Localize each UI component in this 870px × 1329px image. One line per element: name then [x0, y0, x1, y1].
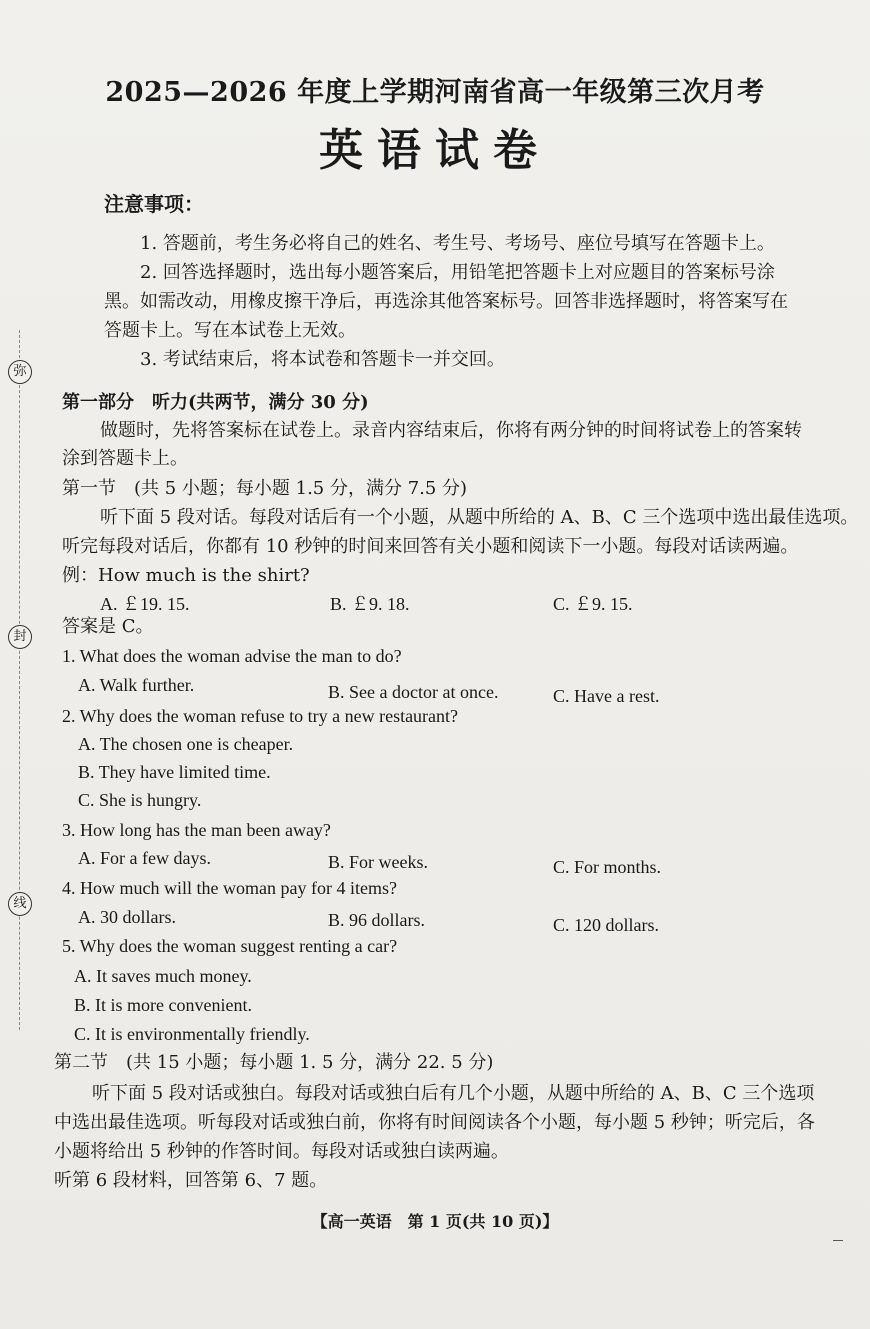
- q5-stem: 5. Why does the woman suggest renting a car?: [62, 936, 398, 956]
- q1-option-c: C. Have a rest.: [553, 686, 660, 706]
- q3-option-a: A. For a few days.: [78, 848, 211, 868]
- notice-heading: 注意事项：: [104, 192, 204, 216]
- example-question: 例：How much is the shirt?: [62, 565, 310, 586]
- example-option-c: C. ￡9. 15.: [553, 594, 633, 614]
- q3-option-c: C. For months.: [553, 857, 662, 877]
- part1-heading: 第一部分 听力(共两节，满分 30 分): [62, 392, 369, 413]
- section2-heading: 第二节 (共 15 小题；每小题 1. 5 分，满分 22. 5 分): [54, 1052, 494, 1073]
- q2-option-c: C. She is hungry.: [78, 790, 202, 810]
- section1-intro-cont: 听完每段对话后，你都有 10 秒钟的时间来回答有关小题和阅读下一小题。每段对话读两遍。: [62, 536, 799, 557]
- q4-option-c: C. 120 dollars.: [553, 915, 659, 935]
- notice-item-2-cont2: 答题卡上。写在本试卷上无效。: [104, 320, 356, 341]
- example-answer: 答案是 C。: [62, 616, 154, 637]
- q1-stem: 1. What does the woman advise the man to do?: [62, 646, 402, 666]
- section1-heading: 第一节 (共 5 小题；每小题 1.5 分，满分 7.5 分): [62, 478, 468, 499]
- notice-item-3: 3. 考试结束后，将本试卷和答题卡一并交回。: [140, 349, 505, 370]
- q4-option-a: A. 30 dollars.: [78, 907, 176, 927]
- listen-6-instruction: 听第 6 段材料，回答第 6、7 题。: [54, 1170, 328, 1191]
- q2-option-b: B. They have limited time.: [78, 762, 271, 782]
- q5-option-c: C. It is environmentally friendly.: [74, 1024, 310, 1044]
- section2-intro-cont2: 小题将给出 5 秒钟的作答时间。每段对话或独白读两遍。: [54, 1141, 509, 1162]
- q3-option-b: B. For weeks.: [328, 852, 428, 872]
- part1-intro: 做题时，先将答案标在试卷上。录音内容结束后，你将有两分钟的时间将试卷上的答案转: [100, 420, 802, 441]
- q4-stem: 4. How much will the woman pay for 4 items?: [62, 878, 397, 898]
- exam-subject-title: 英语试卷: [319, 125, 551, 176]
- corner-mark: [833, 1240, 843, 1241]
- section2-intro-cont: 中选出最佳选项。听每段对话或独白前，你将有时间阅读各个小题，每小题 5 秒钟；听完后，各: [54, 1112, 815, 1133]
- margin-mark-feng: 封: [8, 625, 32, 649]
- notice-item-2-cont: 黑。如需改动，用橡皮擦干净后，再选涂其他答案标号。回答非选择题时，将答案写在: [104, 291, 788, 312]
- exam-title: 2025—2026 年度上学期河南省高一年级第三次月考: [105, 77, 765, 108]
- section1-intro: 听下面 5 段对话。每段对话后有一个小题，从题中所给的 A、B、C 三个选项中选出最佳选项。: [100, 507, 859, 528]
- margin-mark-mi: 弥: [8, 360, 32, 384]
- page-footer: 【高一英语 第 1 页(共 10 页)】: [311, 1212, 559, 1231]
- example-option-a: A. ￡19. 15.: [100, 594, 190, 614]
- q2-option-a: A. The chosen one is cheaper.: [78, 734, 294, 754]
- notice-item-1: 1. 答题前，考生务必将自己的姓名、考生号、考场号、座位号填写在答题卡上。: [140, 233, 775, 254]
- q2-stem: 2. Why does the woman refuse to try a new restaurant?: [62, 706, 459, 726]
- notice-item-2: 2. 回答选择题时，选出每小题答案后，用铅笔把答题卡上对应题目的答案标号涂: [140, 262, 775, 283]
- part1-intro-cont: 涂到答题卡上。: [62, 448, 188, 469]
- section2-intro: 听下面 5 段对话或独白。每段对话或独白后有几个小题，从题中所给的 A、B、C 三个选项: [92, 1083, 815, 1104]
- q3-stem: 3. How long has the man been away?: [62, 820, 331, 840]
- q1-option-b: B. See a doctor at once.: [328, 682, 499, 702]
- q4-option-b: B. 96 dollars.: [328, 910, 425, 930]
- example-option-b: B. ￡9. 18.: [330, 594, 410, 614]
- q5-option-b: B. It is more convenient.: [74, 995, 252, 1015]
- q5-option-a: A. It saves much money.: [74, 966, 252, 986]
- binding-line: [19, 330, 20, 1030]
- margin-mark-xian: 线: [8, 892, 32, 916]
- q1-option-a: A. Walk further.: [78, 675, 195, 695]
